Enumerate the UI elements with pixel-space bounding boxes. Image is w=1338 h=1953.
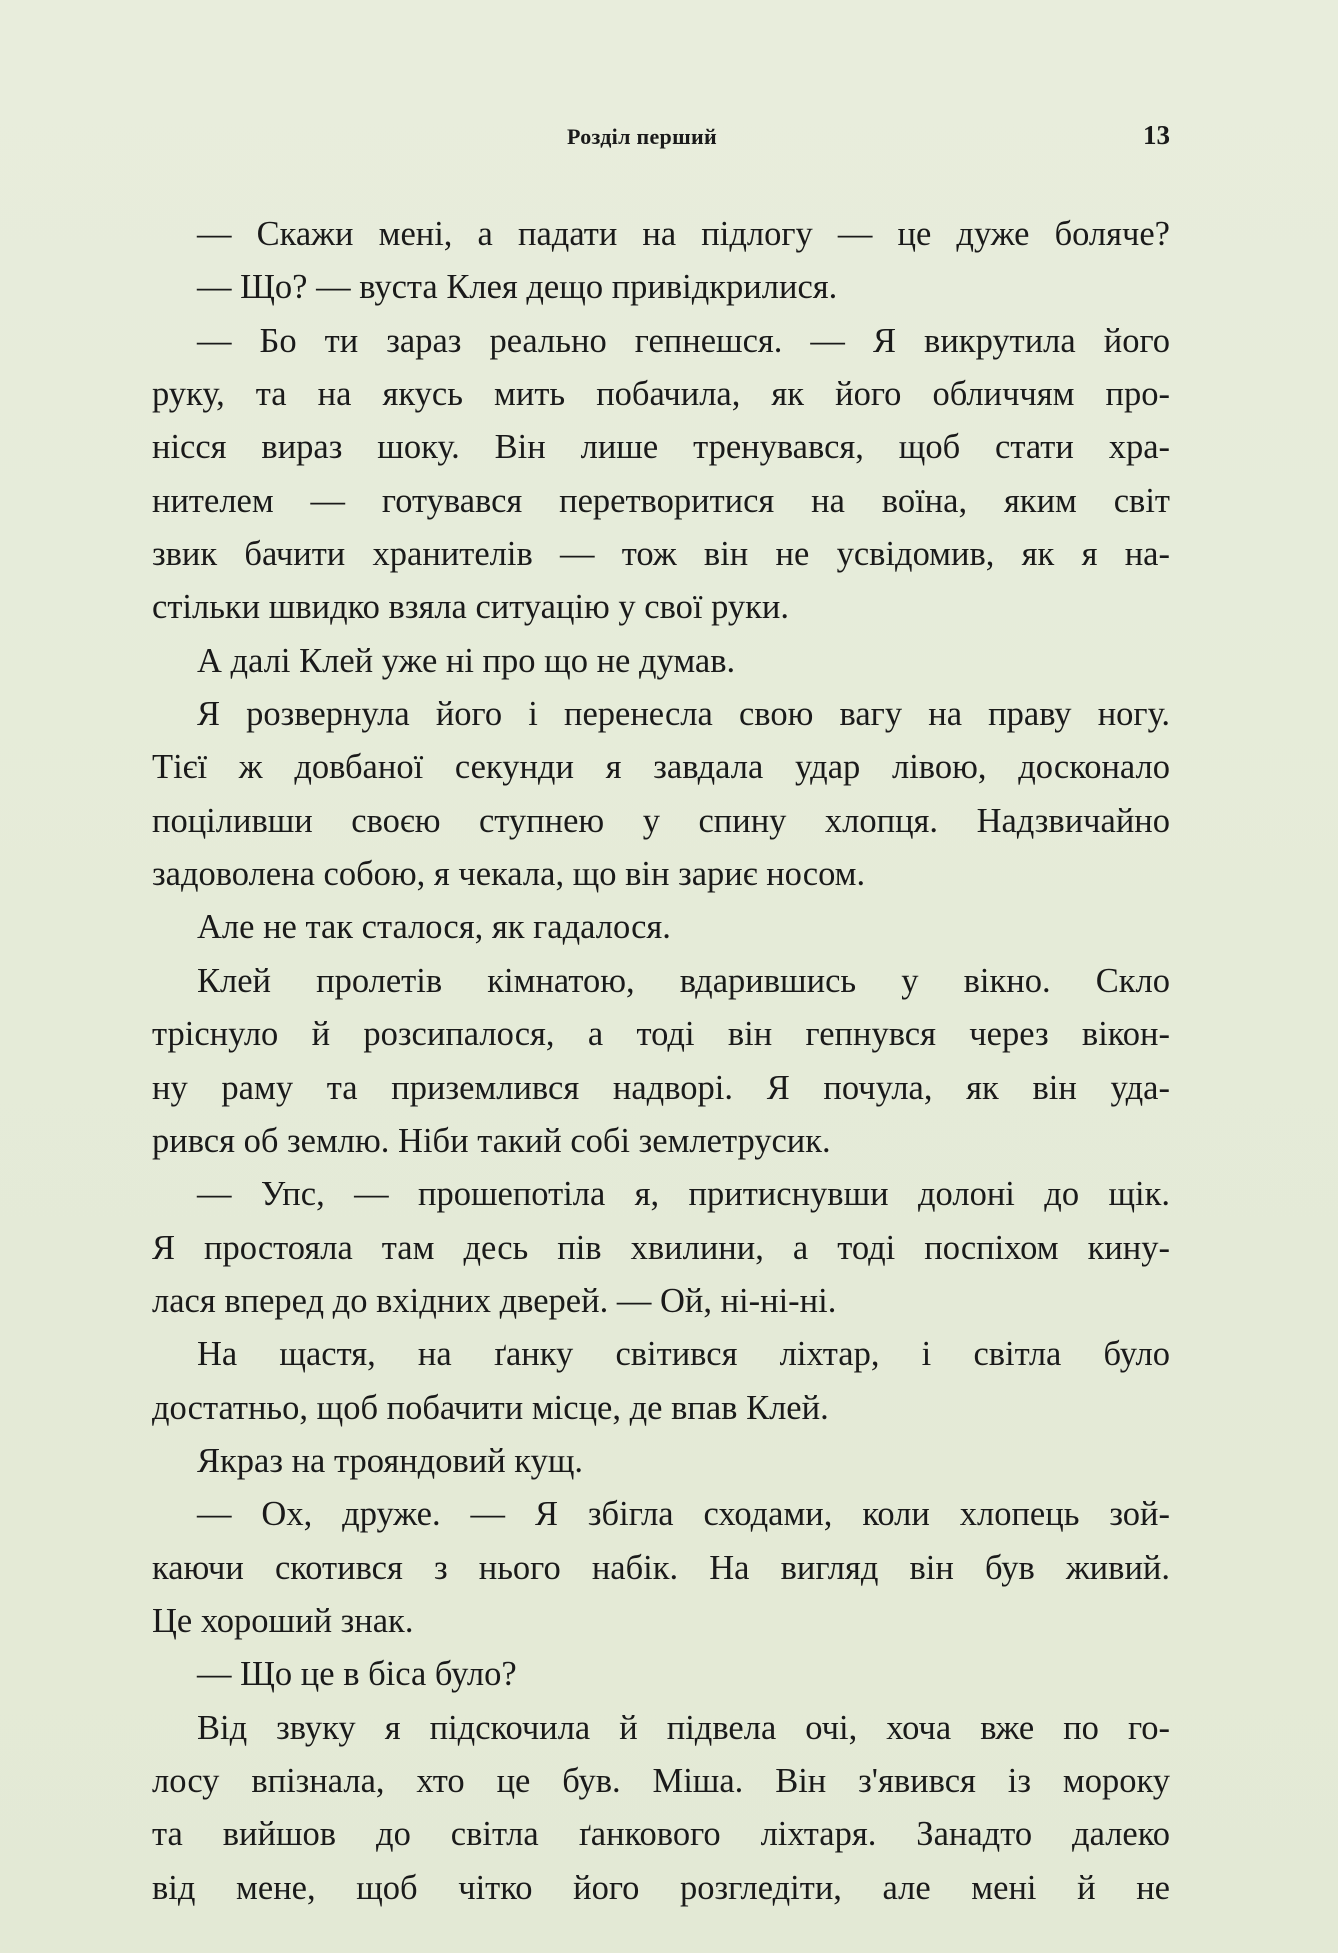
text-line: та вийшов до світла ґанкового ліхтаря. Занадто далеко	[152, 1815, 1170, 1854]
text-line: руку, та на якусь мить побачила, як його обличчям про-	[152, 375, 1170, 414]
text-line: — Скажи мені, а падати на підлогу — це дуже боляче?	[197, 215, 1170, 253]
text-line: Я простояла там десь пів хвилини, а тоді поспіхом кину-	[152, 1228, 1170, 1267]
text-line: ну раму та приземлився надворі. Я почула, як він уда-	[152, 1068, 1170, 1107]
text-line: каючи скотився з нього набік. На вигляд він був живий.	[152, 1548, 1170, 1587]
text-line: Клей пролетів кімнатою, вдарившись у вікно. Скло	[197, 961, 1170, 1000]
text-line: достатньо, щоб побачити місце, де впав Клей.	[152, 1388, 829, 1427]
text-line: Якраз на трояндовий кущ.	[197, 1441, 584, 1480]
text-line: — Упс, — прошепотіла я, притиснувши долоні до щік.	[197, 1175, 1170, 1214]
text-line: Це хороший знак.	[152, 1601, 414, 1640]
text-line: лася вперед до вхідних дверей. — Ой, ні-ні-ні.	[152, 1281, 837, 1320]
text-line: стільки швидко взяла ситуацію у свої руки.	[152, 588, 790, 627]
text-line: нісся вираз шоку. Він лише тренувався, щоб стати хра-	[152, 428, 1170, 467]
body-text	[152, 208, 1170, 1915]
text-line: Від звуку я підскочила й підвела очі, хоча вже по го-	[197, 1708, 1170, 1747]
text-line: — Ох, друже. — Я збігла сходами, коли хлопець зой-	[197, 1495, 1170, 1534]
text-line: — Що? — вуста Клея дещо привідкрилися.	[197, 268, 838, 307]
text-line: задоволена собою, я чекала, що він зариє носом.	[152, 855, 866, 894]
text-line: від мене, щоб чітко його розгледіти, але мені й не	[152, 1868, 1170, 1907]
page-header	[152, 118, 1170, 158]
running-head: Розділ перший	[567, 124, 717, 149]
text-line: звик бачити хранителів — тож він не усвідомив, як я на-	[152, 535, 1170, 574]
text-line: тріснуло й розсипалося, а тоді він гепнувся через вікон-	[152, 1015, 1170, 1054]
text-line: Але не так сталося, як гадалося.	[197, 908, 671, 947]
text-line: Тієї ж довбаної секунди я завдала удар лівою, досконало	[152, 748, 1170, 787]
text-line: А далі Клей уже ні про що не думав.	[197, 641, 736, 680]
text-line: поціливши своєю ступнею у спину хлопця. Надзвичайно	[152, 801, 1170, 840]
text-line: рився об землю. Ніби такий собі землетрусик.	[152, 1121, 831, 1160]
text-line: лосу впізнала, хто це був. Міша. Він з'явився із мороку	[152, 1761, 1170, 1800]
text-line: — Що це в біса було?	[197, 1655, 517, 1694]
page-number: 13	[1143, 120, 1170, 150]
text-line: — Бо ти зараз реально гепнешся. — Я викрутила його	[197, 321, 1170, 360]
text-line: Я розвернула його і перенесла свою вагу на праву ногу.	[197, 695, 1170, 734]
text-line: нителем — готувався перетворитися на воїна, яким світ	[152, 481, 1170, 520]
text-line: На щастя, на ґанку світився ліхтар, і світла було	[197, 1335, 1170, 1374]
